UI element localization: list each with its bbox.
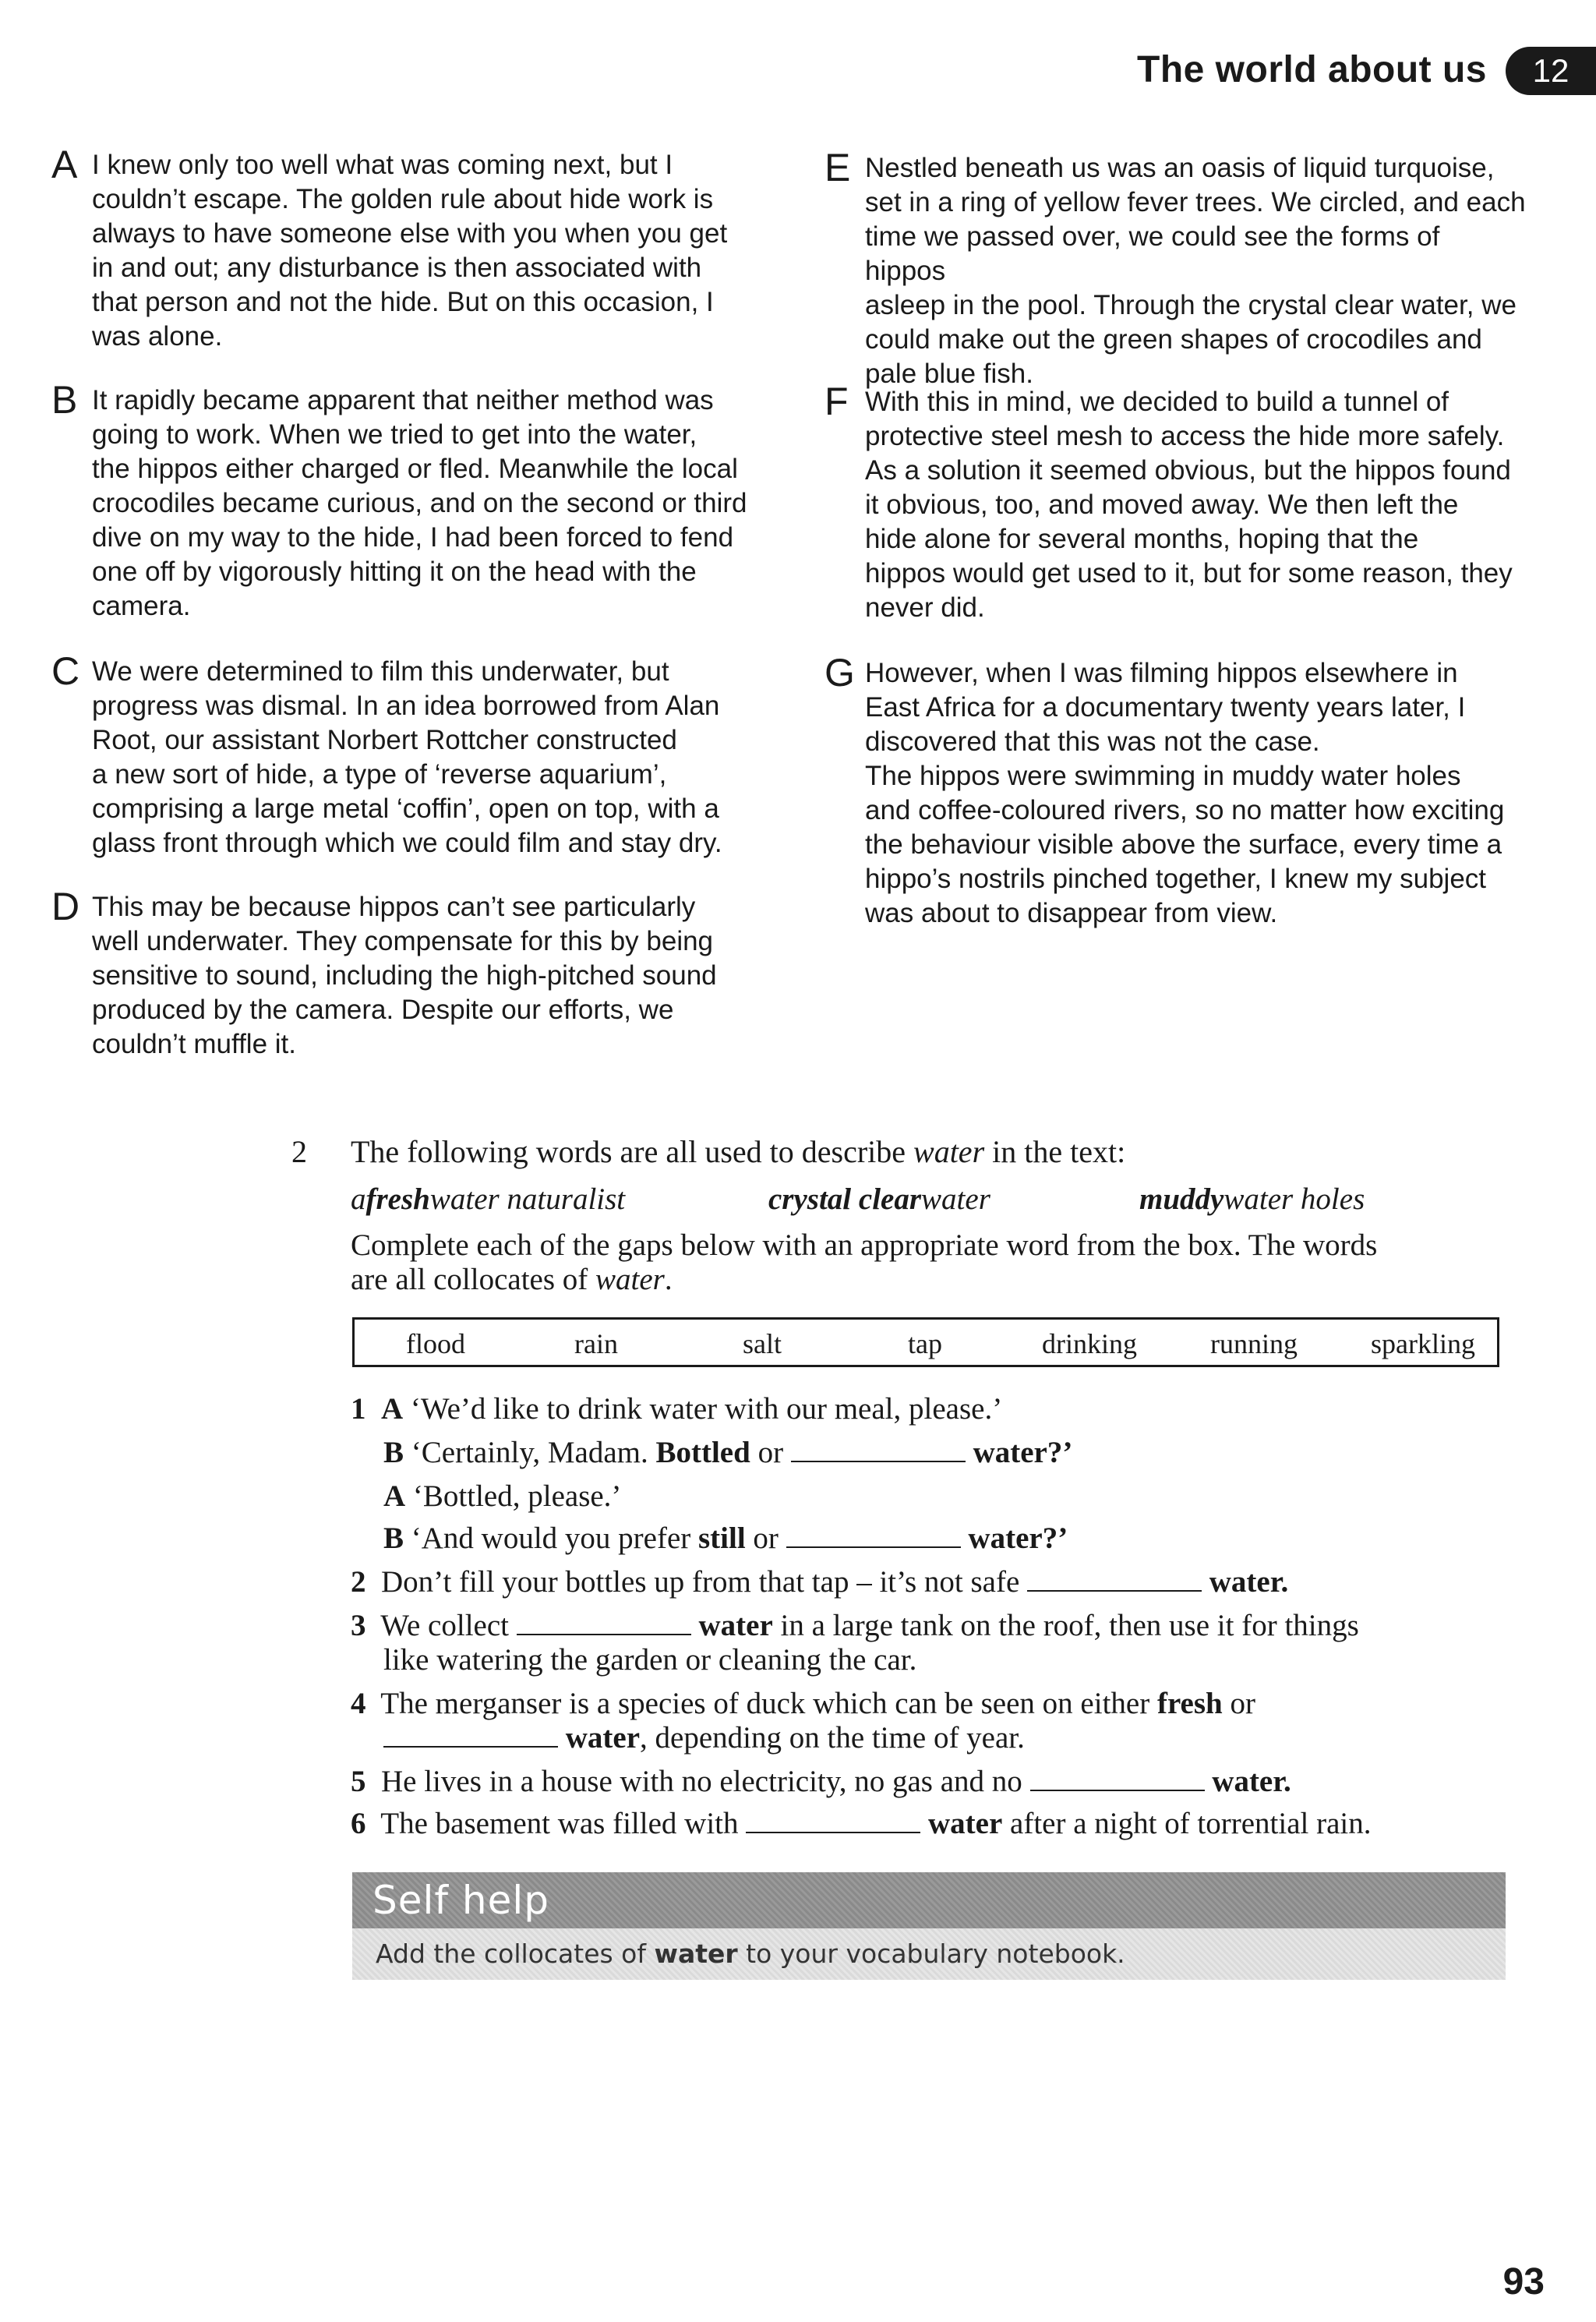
exercise-intro: The following words are all used to describe water in the text: [351, 1134, 1126, 1169]
paragraph-letter: G [824, 651, 855, 694]
paragraph-letter: F [824, 380, 849, 423]
paragraph-g [824, 651, 1526, 931]
answer-blank[interactable] [1027, 1567, 1202, 1592]
question-1-line-2: B ‘Certainly, Madam. Bottled or water?’ [383, 1436, 1073, 1469]
question-4-line-2: water, depending on the time of year. [383, 1721, 1025, 1755]
example-phrase: muddywater holes [1139, 1182, 1365, 1216]
unit-number-badge: 12 [1506, 47, 1596, 95]
question-1-line-3: A ‘Bottled, please.’ [383, 1479, 622, 1513]
question-1: 1 A ‘We’d like to drink water with our meal, please.’ [351, 1392, 1003, 1426]
word-option: running [1210, 1328, 1298, 1359]
question-5: 5 He lives in a house with no electricity, no gas and no water. [351, 1765, 1291, 1798]
question-number: 4 [351, 1687, 366, 1720]
self-help-text: Add the collocates of water to your vocabulary notebook. [352, 1928, 1506, 1980]
paragraph-text: We were determined to film this underwater, but progress was dismal. In an idea borrowed from Alan Root, our assistant Norbert Rottcher constructed a new sort of hide, a type of ‘reverse aquarium’, comprising a large metal ‘coffin’, open on top, with a glass front through which we could film and stay dry. [92, 656, 722, 858]
answer-blank[interactable] [791, 1437, 966, 1462]
paragraph-a [51, 143, 753, 354]
example-phrase: crystal clearwater [768, 1182, 990, 1216]
answer-blank[interactable] [746, 1808, 920, 1833]
question-number: 2 [351, 1565, 366, 1599]
word-box [352, 1317, 1499, 1367]
question-number: 5 [351, 1765, 366, 1798]
question-number: 6 [351, 1807, 366, 1840]
question-4: 4 The merganser is a species of duck which can be seen on either fresh or [351, 1687, 1255, 1720]
paragraph-text: This may be because hippos can’t see particularly well underwater. They compensate for this by being sensitive to sound, including the high-pitched sound produced by the camera. Despite our efforts, we couldn’t muffle it. [92, 892, 717, 1059]
question-6: 6 The basement was filled with water after a night of torrential rain. [351, 1807, 1372, 1840]
paragraph-text: However, when I was filming hippos elsewhere in East Africa for a documentary twenty years later, I discovered that this was not the case. The hippos were swimming in muddy water holes and coffee-coloured rivers, so no matter how exciting the behaviour visible above the surface, every time a hippo’s nostrils pinched together, I knew my subject was about to disappear from view. [865, 658, 1505, 928]
word-option: rain [574, 1328, 618, 1359]
paragraph-letter: D [51, 885, 80, 928]
paragraph-letter: E [824, 146, 851, 189]
question-2: 2 Don’t fill your bottles up from that tap – it’s not safe water. [351, 1565, 1289, 1599]
question-3: 3 We collect water in a large tank on the roof, then use it for things [351, 1609, 1359, 1642]
answer-blank[interactable] [1030, 1766, 1205, 1791]
paragraph-letter: A [51, 143, 78, 186]
paragraph-e [824, 146, 1526, 391]
word-option: flood [406, 1328, 465, 1359]
chapter-title: The world about us [1137, 49, 1487, 90]
paragraph-letter: C [51, 649, 80, 693]
word-option: sparkling [1371, 1328, 1475, 1359]
word-option: salt [743, 1328, 782, 1359]
answer-blank[interactable] [517, 1610, 691, 1635]
paragraph-c [51, 649, 753, 861]
paragraph-text: Nestled beneath us was an oasis of liquid turquoise, set in a ring of yellow fever trees. We circled, and each time we passed over, we could see the forms of hippos asleep in the pool. Through the crystal clear water, we could make out the green shapes of crocodiles and pale blue fish. [865, 153, 1526, 389]
paragraph-text: With this in mind, we decided to build a tunnel of protective steel mesh to access the hide more safely. As a solution it seemed obvious, but the hippos found it obvious, too, and moved away. We then left the hide alone for several months, hoping that the hippos would get used to it, but for some reason, they never did. [865, 387, 1513, 623]
paragraph-text: It rapidly became apparent that neither method was going to work. When we tried to get into the water, the hippos either charged or fled. Meanwhile the local crocodiles became curious, and on the second or third dive on my way to the hide, I had been forced to fend one off by vigorously hitting it on the head with the camera. [92, 385, 747, 621]
paragraph-f [824, 380, 1526, 625]
question-3-line-2: like watering the garden or cleaning the car. [383, 1643, 917, 1677]
paragraph-b [51, 378, 753, 624]
example-phrase: afreshwater naturalist [351, 1182, 626, 1216]
answer-blank[interactable] [383, 1723, 558, 1748]
word-option: drinking [1042, 1328, 1137, 1359]
exercise-number: 2 [291, 1134, 307, 1169]
paragraph-d [51, 885, 753, 1062]
question-number: 3 [351, 1609, 366, 1642]
paragraph-text: I knew only too well what was coming next, but I couldn’t escape. The golden rule about hide work is always to have someone else with you when you get in and out; any disturbance is then associated with that person and not the hide. But on this occasion, I was alone. [92, 150, 728, 352]
paragraph-letter: B [51, 378, 78, 422]
self-help-title: Self help [352, 1872, 1506, 1928]
question-number: 1 [351, 1392, 366, 1426]
exercise-instruction: Complete each of the gaps below with an appropriate word from the box. The words are all collocates of water. [351, 1228, 1378, 1296]
word-option: tap [908, 1328, 942, 1359]
question-1-line-4: B ‘And would you prefer still or water?’ [383, 1521, 1068, 1555]
page-number: 93 [1502, 2261, 1545, 2303]
answer-blank[interactable] [786, 1523, 961, 1548]
